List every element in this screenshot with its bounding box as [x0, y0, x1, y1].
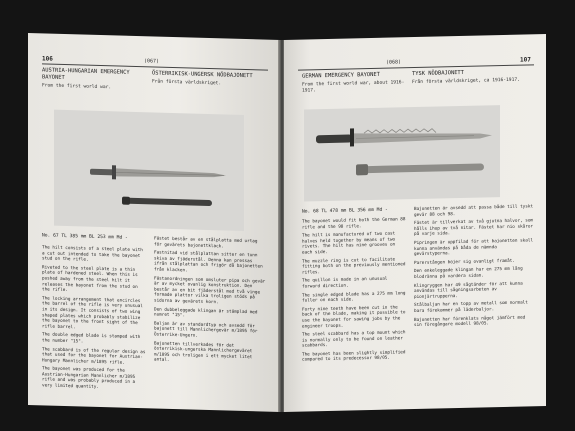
german-bayonet-image	[316, 125, 492, 147]
left-en-paragraph: The scabbard is of the regular design as that used for the bayonet for Austrian-Hungary Mannlicher m/1895 rifle.	[42, 346, 146, 366]
left-bayonet-photo	[54, 110, 244, 231]
right-sv-paragraph: Bajonetten har förenklats något jämfört med sin föregångare modell 98/05.	[414, 315, 526, 329]
left-en-paragraph: Riveted to the steel plate is a thin plate of hardened steel. When this is pushed away from the steel hilt it releases the bayonet from the stud on the rifle.	[42, 265, 138, 294]
right-sv-paragraph: Pipringen är uppfilad för att bajonetten skall kunna användas på båda de nämnda gevärstyperna.	[414, 238, 533, 258]
right-sv-paragraph: Parerstången böjer sig ovanligt framåt.	[414, 258, 515, 266]
left-subheading-sv: Från första världskriget.	[152, 79, 222, 87]
right-en-paragraph: The single edged blade has a 275 mm long fuller on each side.	[302, 290, 406, 304]
right-heading-en: GERMAN EMERGENCY BAYONET	[302, 71, 380, 80]
right-bayonet-photo	[304, 105, 500, 201]
left-page-number: 106	[42, 55, 53, 63]
left-heading-en: AUSTRIA-HUNGARIAN EMERGENCY BAYONET	[42, 67, 130, 81]
right-sv-paragraph: Klingryggen har 49 sågtänder för att kunna användas till sågningsarbeten av pionjärtrupperna.	[414, 281, 523, 300]
left-en-paragraph: The locking arrangement that encircles the barrel of the rifle is very unusual in its design. It consists of two wing shaped plates which probably stabilize the bayonet to the front sight of the rifle barrel.	[42, 296, 143, 331]
right-subheading-en: From the first world war, about 1916-1917.	[302, 80, 405, 94]
right-page	[284, 34, 546, 412]
left-text-english	[42, 245, 146, 395]
right-sv-paragraph: Den enkeleggade klingan har en 275 mm lång blodränna på vardera sidan.	[414, 266, 523, 280]
right-subheading-sv: Från första världskriget, ca 1916-1917.	[412, 77, 520, 86]
right-en-paragraph: The steel scabbard has a top mount which is normally only to be found on leather scabbards.	[302, 330, 406, 349]
left-sv-paragraph: Fästanordningen som omsluter pipa och gevär är av mycket ovanlig konstruktion. Den består av en bit fjäderstål med två vinge formade plattor vilka troligen stöds på sidorna av gevärets korn.	[154, 276, 266, 306]
right-page-number: 107	[520, 56, 531, 64]
right-en-paragraph: The muzzle ring is cut to facilitate fitting both on the previously mentioned rifles.	[302, 257, 406, 276]
left-sv-paragraph: Fästet består av en stålplatta med urtag för gevärets bajonettklack.	[154, 236, 258, 250]
right-en-paragraph: Forty nine teeth have been cut in the back of the blade, making it possible to use the bayonet for sawing jobs by the engineer troops.	[302, 305, 406, 330]
right-photo-caption: No. 68 TL 478 mm BL 356 mm Md -	[302, 207, 388, 215]
open-book	[28, 40, 548, 412]
right-en-paragraph: The bayonet has been slightly simplified compared to its predecessor 98/05.	[302, 350, 406, 364]
left-sv-paragraph: Fastnitad vid stålplattan sitter en tunn skiva av fjäderstål. Denna kan pressas ifrån stålplattan och frigör då bajonetten från klacken.	[154, 250, 263, 274]
left-subheading-en: From the first world war.	[42, 83, 112, 91]
austrian-scabbard-image	[122, 197, 212, 208]
left-text-swedish	[154, 236, 266, 369]
right-catalog-number: (068)	[386, 59, 402, 66]
left-sv-paragraph: Baljan är av standardtyp och avsedd för bajonett till Mannlichergevär m/1895 för Österrike-Ungern.	[154, 321, 258, 339]
austrian-bayonet-image	[90, 165, 226, 183]
left-en-paragraph: The bayonet was produced for the Austrian-Hungarian Mannlicher m/1895 rifle and was probably produced in a very limited quantity.	[42, 366, 136, 391]
german-scabbard-image	[356, 161, 484, 175]
left-sv-paragraph: Den dubbeleggade klingan är stämplad med numret "15".	[154, 307, 258, 319]
right-en-paragraph: The hilt is manufactured of two cast halves held together by means of two rivets. The hilt has nine grooves on each side.	[302, 231, 396, 256]
left-heading-sv: ÖSTERRIKISK-UNGERSK NÖDBAJONETT	[152, 70, 253, 80]
left-photo-caption: No. 67 TL 385 mm BL 253 mm Md -	[42, 233, 128, 241]
right-sv-paragraph: Bajonetten är avsedd att passa både till tyskt gevär 88 och 98.	[414, 204, 533, 218]
left-en-paragraph: The hilt consists of a steel plate with a cut out intended to take the bayonet stud on the rifle.	[42, 245, 143, 263]
left-page	[28, 33, 280, 412]
right-sv-paragraph: Fästet är tillverkat av två gjutna halvor, som hålls ihop av två nitar. Fästet har nio skåror på varje sida.	[414, 218, 533, 238]
left-catalog-number: (067)	[144, 58, 160, 65]
left-sv-paragraph: Bajonetten tillverkades för det österrikisk-ungerska Mannlichergeväret m/1895 och troligen i ett mycket litet antal.	[154, 340, 253, 364]
right-text-english	[302, 217, 406, 366]
right-heading-sv: TYSK NÖDBAJONETT	[412, 69, 464, 78]
right-text-swedish	[414, 204, 534, 331]
right-sv-paragraph: Stålbaljan har en topp av metall som normalt bara förekommer på läderbaljor.	[414, 300, 528, 314]
right-en-paragraph: The quillon is made in an unusual forward direction.	[302, 276, 388, 290]
right-en-paragraph: The bayonet would fit both the German 88 rifle and the 98 rifle.	[302, 217, 406, 231]
left-en-paragraph: The double edged blade is stamped with the number "15".	[42, 332, 141, 345]
